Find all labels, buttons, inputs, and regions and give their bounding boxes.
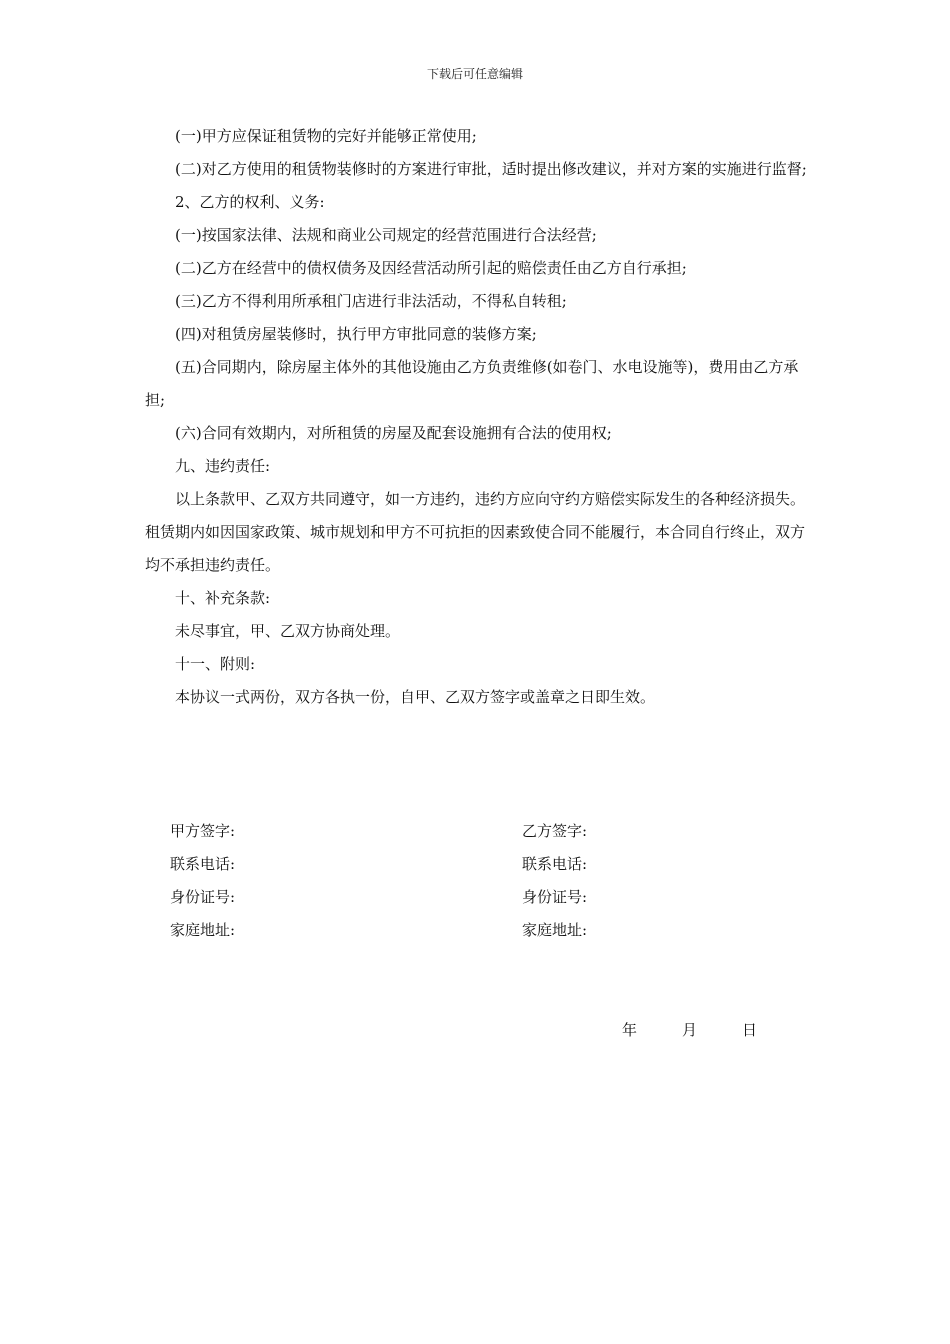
section-heading: 十、补充条款:: [175, 589, 271, 607]
clause-paragraph: 未尽事宜，甲、乙双方协商处理。: [175, 622, 401, 640]
contract-body: [145, 120, 810, 714]
date-month-label: 月: [682, 1021, 698, 1039]
clause-paragraph: (六)合同有效期内，对所租赁的房屋及配套设施拥有合法的使用权;: [175, 424, 612, 442]
party-a-sign-label: 甲方签字:: [170, 822, 236, 840]
section-heading: 九、违约责任:: [175, 457, 271, 475]
party-a-id-label: 身份证号:: [170, 888, 236, 906]
clause-paragraph: (一)按国家法律、法规和商业公司规定的经营范围进行合法经营;: [175, 226, 597, 244]
party-b-phone-label: 联系电话:: [522, 855, 588, 873]
section-heading: 十一、附则:: [175, 655, 256, 673]
clause-heading: 2、乙方的权利、义务:: [175, 193, 325, 211]
clause-paragraph: 以上条款甲、乙双方共同遵守，如一方违约，违约方应向守约方赔偿实际发生的各种经济损失。租赁期内如因国家政策、城市规划和甲方不可抗拒的因素致使合同不能履行，本合同自行终止，双方均不承担违约责任。: [145, 490, 806, 574]
clause-paragraph: (一)甲方应保证租赁物的完好并能够正常使用;: [175, 127, 477, 145]
date-line: [622, 1014, 757, 1047]
party-b-id-label: 身份证号:: [522, 888, 588, 906]
clause-paragraph: (四)对租赁房屋装修时，执行甲方审批同意的装修方案;: [175, 325, 537, 343]
party-b-signature-block: [522, 815, 587, 947]
clause-paragraph: (三)乙方不得利用所承租门店进行非法活动，不得私自转租;: [175, 292, 567, 310]
date-year-label: 年: [622, 1021, 638, 1039]
clause-paragraph: (二)对乙方使用的租赁物装修时的方案进行审批，适时提出修改建议，并对方案的实施进行监督;: [175, 160, 807, 178]
date-day-label: 日: [742, 1021, 758, 1039]
page-header-note: 下载后可任意编辑: [426, 67, 523, 81]
party-b-address-label: 家庭地址:: [522, 921, 588, 939]
party-a-address-label: 家庭地址:: [170, 921, 236, 939]
clause-paragraph: (五)合同期内，除房屋主体外的其他设施由乙方负责维修(如卷门、水电设施等)，费用由乙方承担;: [145, 358, 799, 409]
party-b-sign-label: 乙方签字:: [522, 822, 588, 840]
clause-paragraph: 本协议一式两份，双方各执一份，自甲、乙双方签字或盖章之日即生效。: [175, 688, 656, 706]
clause-paragraph: (二)乙方在经营中的债权债务及因经营活动所引起的赔偿责任由乙方自行承担;: [175, 259, 687, 277]
party-a-phone-label: 联系电话:: [170, 855, 236, 873]
party-a-signature-block: [170, 815, 235, 947]
